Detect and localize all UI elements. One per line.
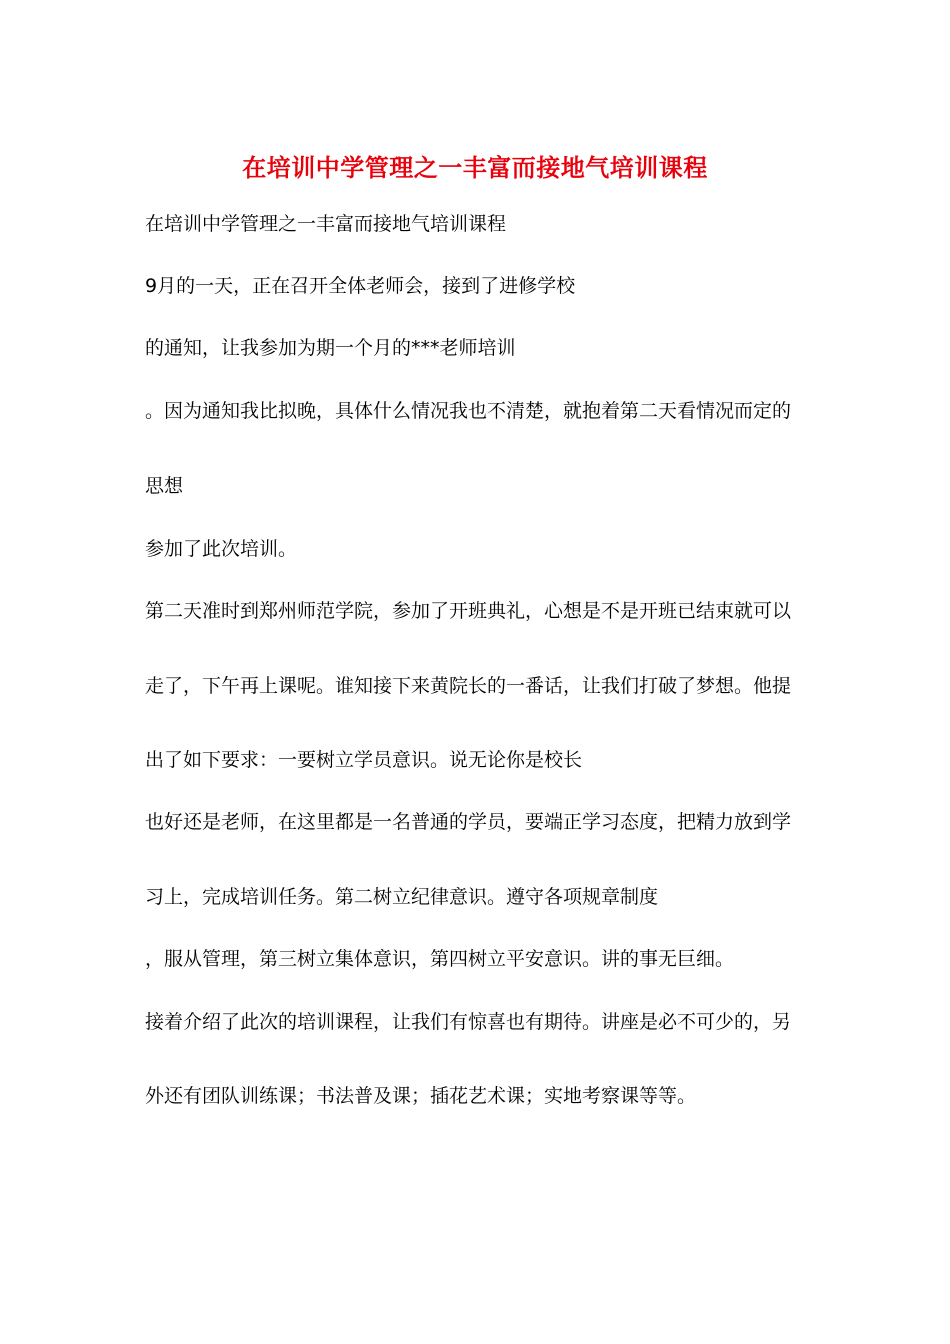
paragraph-line: ，服从管理，第三树立集体意识，第四树立平安意识。讲的事无巨细。: [145, 948, 735, 970]
paragraph-line: 外还有团队训练课；书法普及课；插花艺术课；实地考察课等等。: [145, 1085, 697, 1107]
paragraph-line: 出了如下要求：一要树立学员意识。说无论你是校长: [145, 749, 583, 771]
paragraph-line: 参加了此次培训。: [145, 538, 298, 560]
paragraph-line: 思想: [145, 475, 184, 497]
paragraph-line: 的通知，让我参加为期一个月的***老师培训: [145, 337, 516, 359]
paragraph-line: 9月的一天，正在召开全体老师会，接到了进修学校: [145, 275, 576, 297]
paragraph-line: 也好还是老师，在这里都是一名普通的学员，要端正学习态度，把精力放到学: [145, 811, 792, 833]
paragraph-line: 第二天准时到郑州师范学院，参加了开班典礼，心想是不是开班已结束就可以: [145, 600, 792, 622]
paragraph-line: 在培训中学管理之一丰富而接地气培训课程: [145, 213, 507, 235]
paragraph-line: 走了，下午再上课呢。谁知接下来黄院长的一番话，让我们打破了梦想。他提: [145, 675, 792, 697]
paragraph-line: 接着介绍了此次的培训课程，让我们有惊喜也有期待。讲座是必不可少的，另: [145, 1011, 792, 1033]
paragraph-line: 。因为通知我比拟晚，具体什么情况我也不清楚，就抱着第二天看情况而定的: [145, 400, 792, 422]
paragraph-line: 习上，完成培训任务。第二树立纪律意识。遵守各项规章制度: [145, 886, 659, 908]
document-title: 在培训中学管理之一丰富而接地气培训课程: [242, 154, 708, 182]
